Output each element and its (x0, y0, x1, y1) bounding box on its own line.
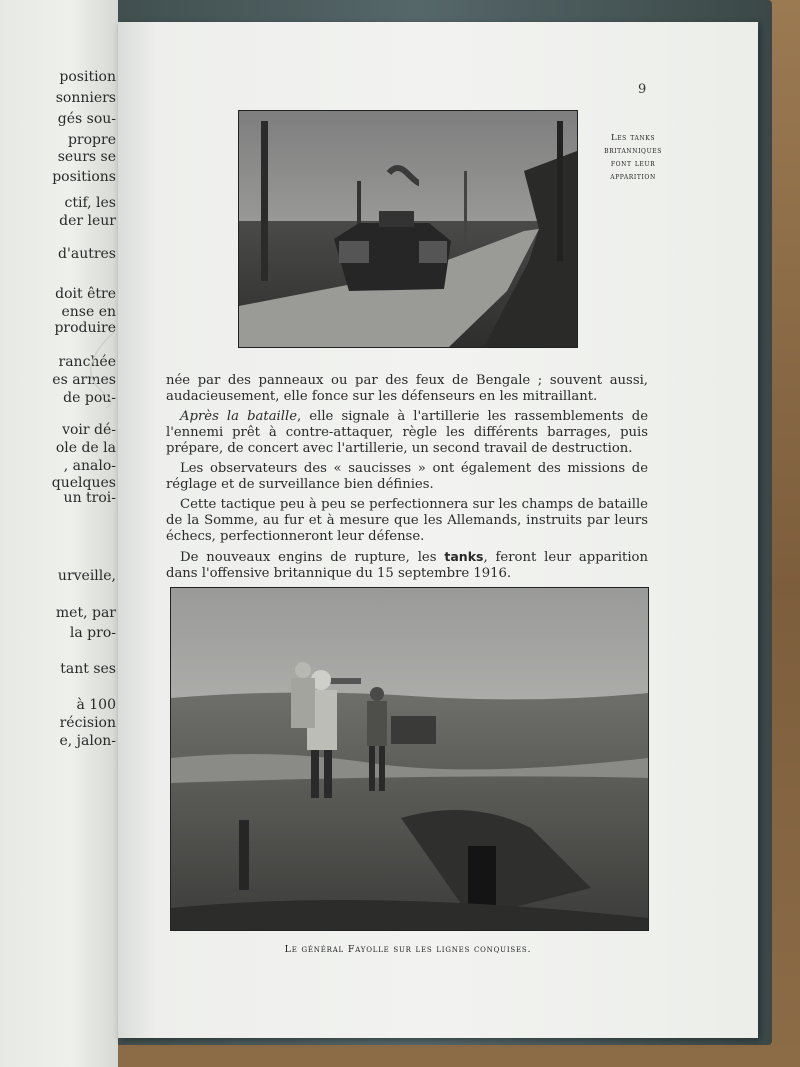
left-page-line: met, par (55, 605, 116, 621)
paragraph (166, 549, 648, 582)
photo-caption: Le général Fayolle sur les lignes conquises. (284, 944, 532, 955)
body-text (166, 373, 648, 586)
left-page-line: quelques (51, 475, 116, 491)
side-caption-line: apparition (610, 172, 656, 182)
left-page-line: doit être (55, 286, 116, 302)
left-page-line: ctif, les (64, 195, 116, 211)
left-page-line: de pou- (63, 390, 116, 406)
paragraph (166, 409, 648, 457)
italic-phrase: Après la bataille (180, 409, 298, 424)
left-page-line: gés sou- (57, 111, 116, 127)
fayolle-photo (170, 587, 649, 931)
paragraph: Les observateurs des « saucisses » ont également des missions de réglage et de surveillance bien définies. (166, 461, 648, 492)
paragraph-text: De nouveaux engins de rupture, les (180, 550, 445, 565)
side-caption-line: britanniques (604, 146, 662, 156)
left-page-line: ense en (61, 304, 116, 320)
left-page-line: positions (52, 169, 116, 185)
left-page-line: tant ses (60, 661, 116, 677)
left-page (0, 0, 118, 1067)
left-page-line: e, jalon- (59, 733, 116, 749)
right-page (118, 22, 758, 1038)
side-caption (588, 132, 678, 184)
paragraph-text: , feront leur apparition dans l'offensive britannique du 15 septembre 1916. (166, 550, 648, 581)
left-page-line: voir dé- (62, 422, 116, 438)
side-caption-line: Les tanks (610, 133, 656, 143)
left-page-line: d'autres (58, 246, 116, 262)
left-page-line: un troi- (63, 490, 116, 506)
paragraph-text: , elle signale à l'artillerie les rassemblements de l'ennemi prêt à contre-attaquer, règle les différents barrages, puis prépare, de concert avec l'artillerie, un second travail de destruction. (166, 409, 649, 456)
left-page-line: ranchée (58, 354, 116, 370)
tank-photo (238, 110, 578, 348)
left-page-line: es armes (52, 372, 116, 388)
left-page-line: urveille, (57, 568, 116, 584)
left-page-line: produire (54, 320, 116, 336)
left-page-line: sonniers (55, 90, 116, 106)
left-page-line: , analo- (63, 458, 116, 474)
left-page-line: propre (67, 132, 116, 148)
left-page-line: récision (59, 715, 116, 731)
bold-term: tanks (444, 549, 484, 564)
left-page-line: position (59, 69, 116, 85)
page-number: 9 (638, 82, 647, 97)
paragraph: née par des panneaux ou par des feux de Bengale ; souvent aussi, audacieusement, elle fonce sur les défenseurs en les mitraillant. (166, 373, 648, 404)
left-page-line: la pro- (69, 625, 116, 641)
side-caption-line: font leur (610, 159, 656, 169)
left-page-line: der leur (59, 213, 116, 229)
left-page-line: à 100 (76, 697, 116, 713)
left-page-line: ole de la (55, 440, 116, 456)
paragraph: Cette tactique peu à peu se perfectionnera sur les champs de bataille de la Somme, au fur et à mesure que les Allemands, instruits par leurs échecs, perfectionneront leur défense. (166, 497, 648, 544)
left-page-line: seurs se (57, 149, 116, 165)
